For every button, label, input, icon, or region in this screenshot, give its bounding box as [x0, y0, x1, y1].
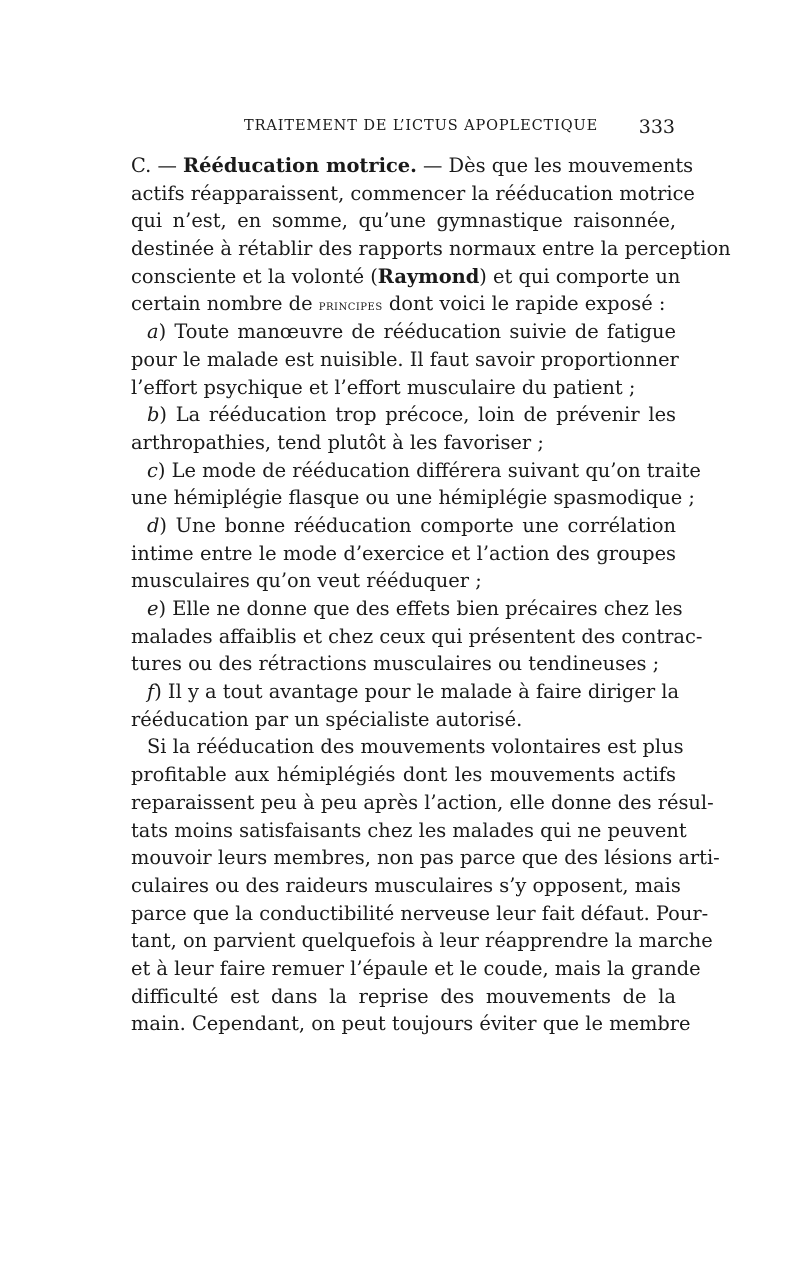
- text-line: l’effort psychique et l’effort musculaire du patient ;: [131, 375, 636, 399]
- running-title: TRAITEMENT DE L’ICTUS APOPLECTIQUE: [244, 118, 599, 134]
- list-item-c: c) Le mode de rééducation différera suivant qu’on traite: [147, 458, 701, 482]
- text-line: consciente et la volonté (Raymond) et qui comporte un: [131, 264, 681, 288]
- list-item-e: e) Elle ne donne que des effets bien précaires chez les: [147, 597, 683, 620]
- list-item-f: f) Il y a tout avantage pour le malade à faire diriger la: [147, 680, 680, 704]
- text-line: musculaires qu’on veut rééduquer ;: [131, 569, 482, 593]
- section-heading: Rééducation motrice.: [183, 154, 417, 177]
- text-line: profitable aux hémiplégiés dont les mouvements actifs: [131, 763, 676, 787]
- text-line: rééducation par un spécialiste autorisé.: [131, 707, 523, 731]
- text-line: une hémiplégie flasque ou une hémiplégie spasmodique ;: [131, 486, 695, 510]
- text-line: certain nombre de principes dont voici le rapide exposé :: [131, 292, 666, 316]
- text-line: main. Cependant, on peut toujours éviter que le membre: [131, 1012, 691, 1036]
- text-line: culaires ou des raideurs musculaires s’y opposent, mais: [131, 873, 681, 897]
- list-item-b: b) La rééducation trop précoce, loin de prévenir les: [147, 403, 676, 427]
- running-head: [134, 116, 675, 140]
- text-line: reparaissent peu à peu après l’action, elle donne des résul-: [131, 790, 714, 814]
- list-item-d: d) Une bonne rééducation comporte une corrélation: [147, 513, 676, 537]
- list-item-a: a) Toute manœuvre de rééducation suivie de fatigue: [147, 320, 676, 344]
- text-line: mouvoir leurs membres, non pas parce que des lésions arti-: [131, 846, 720, 870]
- text-line: malades affaiblis et chez ceux qui présentent des contrac-: [131, 624, 703, 648]
- text-line: qui n’est, en somme, qu’une gymnastique raisonnée,: [131, 209, 676, 233]
- text-line: arthropathies, tend plutôt à les favoriser ;: [131, 430, 544, 454]
- text-line: pour le malade est nuisible. Il faut savoir proportionner: [131, 347, 679, 371]
- paragraph-start: Si la rééducation des mouvements volontaires est plus: [147, 735, 684, 759]
- text-line: C. — Rééducation motrice. — Dès que les mouvements: [131, 154, 694, 177]
- author-name: Raymond: [377, 264, 480, 288]
- text-line: parce que la conductibilité nerveuse leur fait défaut. Pour-: [131, 901, 709, 925]
- text-line: difficulté est dans la reprise des mouvements de la: [131, 984, 676, 1008]
- body-text: [131, 152, 731, 1038]
- small-caps-term: principes: [318, 298, 383, 315]
- text-line: tats moins satisfaisants chez les malades qui ne peuvent: [131, 818, 687, 842]
- text-line: intime entre le mode d’exercice et l’action des groupes: [131, 541, 676, 565]
- text-line: et à leur faire remuer l’épaule et le coude, mais la grande: [131, 956, 701, 980]
- text-line: tures ou des rétractions musculaires ou tendineuses ;: [131, 652, 660, 676]
- text-line: actifs réapparaissent, commencer la rééducation motrice: [131, 181, 695, 205]
- page-number: 333: [638, 116, 675, 138]
- text-line: tant, on parvient quelquefois à leur réapprendre la marche: [131, 929, 713, 953]
- text-line: destinée à rétablir des rapports normaux entre la perception: [131, 237, 731, 261]
